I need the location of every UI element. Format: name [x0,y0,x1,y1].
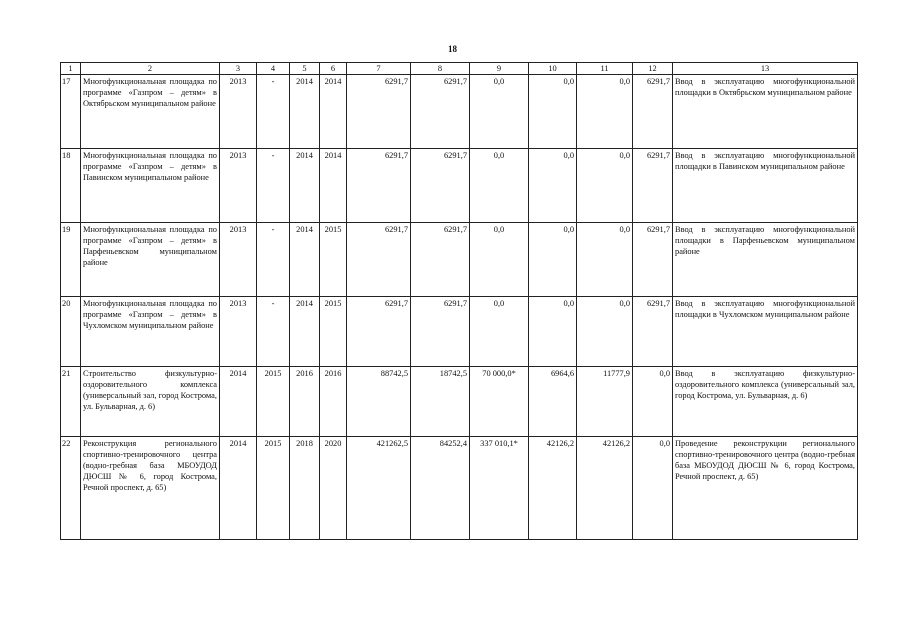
header-cell: 11 [577,63,633,75]
funding-value: 0,0 [470,75,529,149]
table-row [61,75,858,149]
table-row [61,437,858,540]
expected-result: Ввод в эксплуатацию многофункциональной площадки в Павинском муниципальном районе [673,149,858,223]
header-cell: 13 [673,63,858,75]
header-cell: 8 [411,63,470,75]
funding-value: 6291,7 [633,297,673,367]
total-cost: 6291,7 [347,297,411,367]
total-cost: 421262,5 [347,437,411,540]
total-cost: 6291,7 [347,149,411,223]
funding-value: 0,0 [529,75,577,149]
funding-value: 70 000,0* [470,367,529,437]
funding-value: 6291,7 [633,75,673,149]
total-cost: 88742,5 [347,367,411,437]
funding-value: 6291,7 [633,149,673,223]
commission-year: 2020 [320,437,347,540]
table-row [61,149,858,223]
header-cell: 6 [320,63,347,75]
funding-value: 18742,5 [411,367,470,437]
header-row [61,63,858,75]
start-year: 2013 [220,223,257,297]
funding-value: 42126,2 [529,437,577,540]
funding-value: 0,0 [577,223,633,297]
expected-result: Ввод в эксплуатацию многофункциональной площадки в Чухломском муниципальном районе [673,297,858,367]
total-cost: 6291,7 [347,75,411,149]
construction-year: 2014 [290,297,320,367]
funding-value: 6964,6 [529,367,577,437]
total-cost: 6291,7 [347,223,411,297]
row-number: 22 [61,437,81,540]
funding-value: 84252,4 [411,437,470,540]
funding-value: 42126,2 [577,437,633,540]
row-number: 21 [61,367,81,437]
funding-value: 0,0 [470,297,529,367]
start-year: 2014 [220,367,257,437]
program-table [60,62,858,540]
header-cell: 2 [81,63,220,75]
expected-result: Ввод в эксплуатацию многофункциональной площадки в Парфеньевском муниципальном районе [673,223,858,297]
funding-value: 0,0 [633,437,673,540]
row-number: 18 [61,149,81,223]
expected-result: Ввод в эксплуатацию физкультурно-оздоровительного комплекса (универсальный зал, город Кострома, ул. Бульварная, д. 6) [673,367,858,437]
object-name: Многофункциональная площадка по программе «Газпром – детям» в Октябрьском муниципальном районе [81,75,220,149]
funding-value: 0,0 [577,149,633,223]
funding-value: 6291,7 [411,223,470,297]
design-year: - [257,297,290,367]
commission-year: 2015 [320,223,347,297]
funding-value: 11777,9 [577,367,633,437]
object-name: Многофункциональная площадка по программе «Газпром – детям» в Парфеньевском муниципальном районе [81,223,220,297]
construction-year: 2014 [290,223,320,297]
object-name: Многофункциональная площадка по программе «Газпром – детям» в Павинском муниципальном районе [81,149,220,223]
header-cell: 12 [633,63,673,75]
design-year: - [257,223,290,297]
start-year: 2013 [220,149,257,223]
header-cell: 7 [347,63,411,75]
funding-value: 6291,7 [411,149,470,223]
row-number: 20 [61,297,81,367]
header-cell: 5 [290,63,320,75]
funding-value: 337 010,1* [470,437,529,540]
funding-value: 0,0 [633,367,673,437]
funding-value: 6291,7 [411,75,470,149]
start-year: 2014 [220,437,257,540]
construction-year: 2014 [290,149,320,223]
row-number: 19 [61,223,81,297]
header-cell: 1 [61,63,81,75]
design-year: 2015 [257,437,290,540]
header-cell: 3 [220,63,257,75]
object-name: Строительство физкультурно-оздоровительного комплекса (универсальный зал, город Кострома, ул. Бульварная, д. 6) [81,367,220,437]
construction-year: 2016 [290,367,320,437]
funding-value: 0,0 [529,297,577,367]
funding-value: 0,0 [470,223,529,297]
header-cell: 4 [257,63,290,75]
commission-year: 2014 [320,149,347,223]
funding-value: 0,0 [577,75,633,149]
construction-year: 2018 [290,437,320,540]
funding-value: 0,0 [529,223,577,297]
commission-year: 2014 [320,75,347,149]
table-row [61,367,858,437]
commission-year: 2015 [320,297,347,367]
funding-value: 6291,7 [633,223,673,297]
start-year: 2013 [220,297,257,367]
page-number: 18 [448,44,457,54]
commission-year: 2016 [320,367,347,437]
table-row [61,223,858,297]
funding-value: 0,0 [529,149,577,223]
object-name: Многофункциональная площадка по программе «Газпром – детям» в Чухломском муниципальном районе [81,297,220,367]
object-name: Реконструкция регионального спортивно-тренировочного центра (водно-гребная база МБОУДОД ДЮСШ № 6, город Кострома, Речной проспект, д. 65) [81,437,220,540]
table-row [61,297,858,367]
start-year: 2013 [220,75,257,149]
design-year: - [257,149,290,223]
funding-value: 6291,7 [411,297,470,367]
construction-year: 2014 [290,75,320,149]
funding-value: 0,0 [577,297,633,367]
row-number: 17 [61,75,81,149]
design-year: 2015 [257,367,290,437]
expected-result: Ввод в эксплуатацию многофункциональной площадки в Октябрьском муниципальном районе [673,75,858,149]
header-cell: 10 [529,63,577,75]
funding-value: 0,0 [470,149,529,223]
header-cell: 9 [470,63,529,75]
expected-result: Проведение реконструкции регионального спортивно-тренировочного центра (водно-гребная база МБОУДОД ДЮСШ № 6, город Кострома, Речной проспект, д. 65) [673,437,858,540]
design-year: - [257,75,290,149]
